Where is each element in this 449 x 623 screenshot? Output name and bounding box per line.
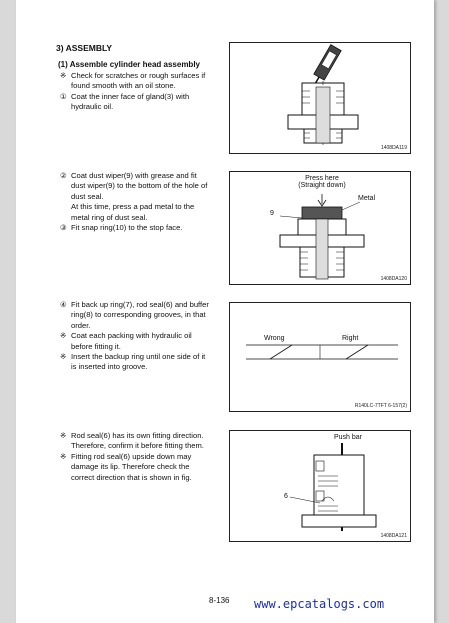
note-mark: ※ xyxy=(60,451,67,461)
figure-dust-wiper xyxy=(229,171,411,285)
part-label-6: 6 xyxy=(284,493,288,500)
backup-ring-diagram xyxy=(230,303,410,411)
step-number: ① xyxy=(60,91,67,101)
text-line: order. xyxy=(71,320,91,330)
figure-code: 1408DA121 xyxy=(380,533,407,539)
right-label: Right xyxy=(342,335,359,342)
dust-wiper-diagram xyxy=(230,172,410,284)
gland-diagram xyxy=(230,43,410,153)
text-line: Coat the inner face of gland(3) with xyxy=(71,91,190,101)
text-line: Coat each packing with hydraulic oil xyxy=(71,331,192,341)
text-line: Coat dust wiper(9) with grease and fit xyxy=(71,171,197,180)
subsection-title: (1) Assemble cylinder head assembly xyxy=(58,60,200,69)
instruction-item xyxy=(60,431,245,452)
text-line: Fitting rod seal(6) upside down may xyxy=(71,451,192,461)
text-line: metal ring of dust seal. xyxy=(71,212,148,222)
note-mark: ※ xyxy=(60,431,67,440)
instruction-block-3 xyxy=(60,300,250,373)
text-line: is inserted into groove. xyxy=(71,362,148,372)
instruction-item xyxy=(60,300,250,331)
part-label-9: 9 xyxy=(270,210,274,217)
text-line: Therefore, confirm it before fitting them. xyxy=(71,441,204,451)
text-line: ring(8) to corresponding grooves, in that xyxy=(71,310,206,320)
text-line: hydraulic oil. xyxy=(71,102,114,112)
instruction-item xyxy=(60,71,235,92)
step-number: ② xyxy=(60,171,67,180)
instruction-item xyxy=(60,452,245,483)
figure-rod-seal xyxy=(229,430,411,542)
figure-gland-oil xyxy=(229,42,411,154)
figure-backup-ring xyxy=(229,302,411,412)
text-line: dust wiper(9) to the bottom of the hole of xyxy=(71,181,208,191)
text-line: At this time, press a pad metal to the xyxy=(71,202,195,212)
press-label-line: (Straight down) xyxy=(298,182,346,189)
text-line: Insert the backup ring until one side of it xyxy=(71,352,206,362)
figure-code: R140LC-7TFT 6-157(2) xyxy=(354,403,407,409)
figure-code: 1408DA119 xyxy=(380,145,407,151)
metal-label: Metal xyxy=(358,195,376,202)
instruction-block-1 xyxy=(60,71,235,113)
text-line: Fit back up ring(7), rod seal(6) and buffer xyxy=(71,300,209,309)
figure-code: 1408DA120 xyxy=(380,276,407,282)
instruction-item xyxy=(60,352,250,373)
text-line: Check for scratches or rough surfaces if xyxy=(71,71,206,80)
text-line: correct direction that is shown in fig. xyxy=(71,472,192,482)
instruction-item xyxy=(60,331,250,352)
wrong-label: Wrong xyxy=(264,335,285,342)
page-number: 8-136 xyxy=(209,596,230,605)
watermark-link[interactable]: www.epcatalogs.com xyxy=(254,597,385,611)
push-bar-label: Push bar xyxy=(334,434,363,441)
text-line: found smooth with an oil stone. xyxy=(71,81,176,91)
note-mark: ※ xyxy=(60,71,67,80)
press-label-line: Press here xyxy=(305,175,339,182)
rod-seal-diagram xyxy=(230,431,410,541)
manual-page xyxy=(16,0,434,623)
note-mark: ※ xyxy=(60,352,67,362)
text-line: before fitting it. xyxy=(71,341,121,351)
section-title: 3) ASSEMBLY xyxy=(56,43,113,53)
instruction-block-4 xyxy=(60,431,245,483)
text-line: dust seal. xyxy=(71,191,104,201)
note-mark: ※ xyxy=(60,331,67,341)
step-number: ③ xyxy=(60,223,67,233)
text-line: Rod seal(6) has its own fitting direction. xyxy=(71,431,204,440)
text-line: damage its lip. Therefore check the xyxy=(71,462,190,472)
step-number: ④ xyxy=(60,300,67,309)
text-line: Fit snap ring(10) to the stop face. xyxy=(71,223,183,233)
instruction-item xyxy=(60,92,235,113)
